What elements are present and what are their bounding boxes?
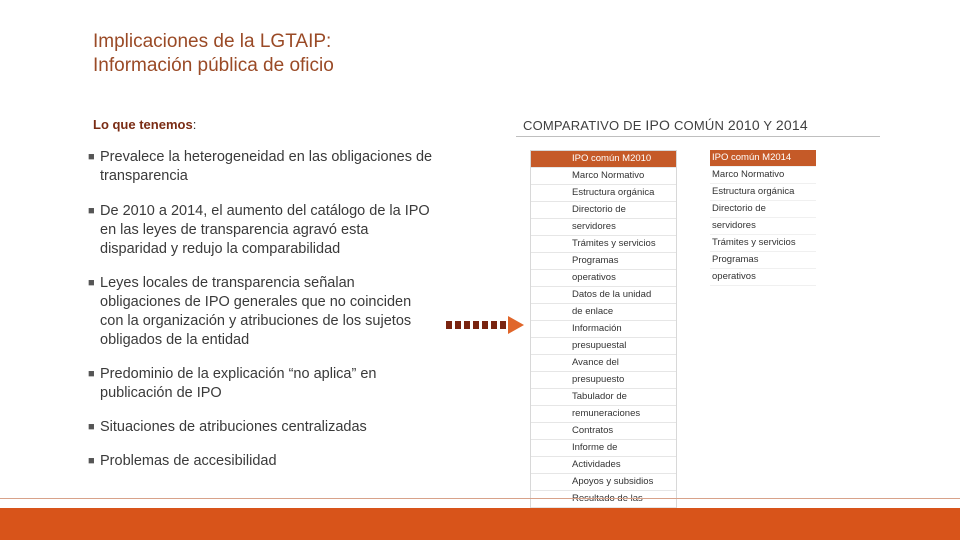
square-bullet-icon: ■ [88,368,95,380]
left-heading-colon: : [192,117,197,132]
table-cell: Avance del [531,355,676,372]
table-header-cell: IPO común M2010 [531,151,676,168]
heading-part: IPO [645,117,671,133]
bullet-item [88,148,438,186]
table-header-cell: IPO común M2014 [710,150,816,167]
footer-bar [0,508,960,540]
bullet-text: Prevalece la heterogeneidad en las obligaciones de transparencia [100,149,433,184]
heading-part: Y [763,118,773,133]
table-cell: operativos [531,270,676,287]
table-cell: Actividades [531,457,676,474]
table-cell: Marco Normativo [710,167,816,184]
square-bullet-icon: ■ [88,277,95,289]
table-cell: Directorio de [531,202,676,219]
bullet-list [88,148,438,471]
heading-part: COMÚN [673,118,725,133]
bullet-text: Problemas de accesibilidad [100,453,277,469]
bullet-text: Situaciones de atribuciones centralizadas [100,419,367,435]
table-cell: Programas [710,252,816,269]
table-cell: Informe de [531,440,676,457]
ipo-2014-table [710,150,816,286]
table-cell: remuneraciones [531,406,676,423]
square-bullet-icon: ■ [88,205,95,217]
bullet-text: Leyes locales de transparencia señalan obligaciones de IPO generales que no coinciden con la organización y atribuciones de los sujetos obligados de la entidad [100,275,412,348]
bullet-text: Predominio de la explicación “no aplica” en publicación de IPO [100,366,377,401]
table-cell: Estructura orgánica [531,185,676,202]
table-cell: Trámites y servicios [710,235,816,252]
table-cell: de enlace [531,304,676,321]
table-cell: operativos [710,269,816,286]
left-section-heading [93,117,196,132]
heading-divider [516,136,880,137]
square-bullet-icon: ■ [88,421,95,433]
bullet-item [88,452,438,471]
square-bullet-icon: ■ [88,151,95,163]
table-cell: servidores [531,219,676,236]
table-cell: Datos de la unidad [531,287,676,304]
table-cell: Directorio de [710,201,816,218]
slide-title-line1: Implicaciones de la LGTAIP: [93,31,332,52]
bullet-item [88,274,438,350]
table-cell: Tabulador de [531,389,676,406]
dotted-arrow-icon [446,315,526,335]
bullet-text: De 2010 a 2014, el aumento del catálogo de la IPO en las leyes de transparencia agravó esta disparidad y redujo la comparabilidad [100,203,430,257]
bullet-item [88,418,438,437]
slide-title [93,30,593,78]
table-cell: presupuesto [531,372,676,389]
bullet-item [88,202,438,259]
table-cell: presupuestal [531,338,676,355]
slide-title-line2: Información pública de oficio [93,55,334,76]
table-cell: Estructura orgánica [710,184,816,201]
table-cell: Programas [531,253,676,270]
table-cell: Información [531,321,676,338]
table-cell: Contratos [531,423,676,440]
footer-line [0,498,960,499]
table-cell: servidores [710,218,816,235]
square-bullet-icon: ■ [88,455,95,467]
heading-part: 2010 [727,117,760,133]
table-cell: Marco Normativo [531,168,676,185]
right-section-heading [523,117,808,133]
table-cell [531,491,676,508]
left-heading-bold: Lo que tenemos [93,117,193,132]
table-cell: Trámites y servicios [531,236,676,253]
heading-part: 2014 [775,117,808,133]
table-cell: Apoyos y subsidios [531,474,676,491]
bullet-item [88,365,438,403]
ipo-2010-table [530,150,677,526]
heading-part: COMPARATIVO DE [523,118,642,133]
